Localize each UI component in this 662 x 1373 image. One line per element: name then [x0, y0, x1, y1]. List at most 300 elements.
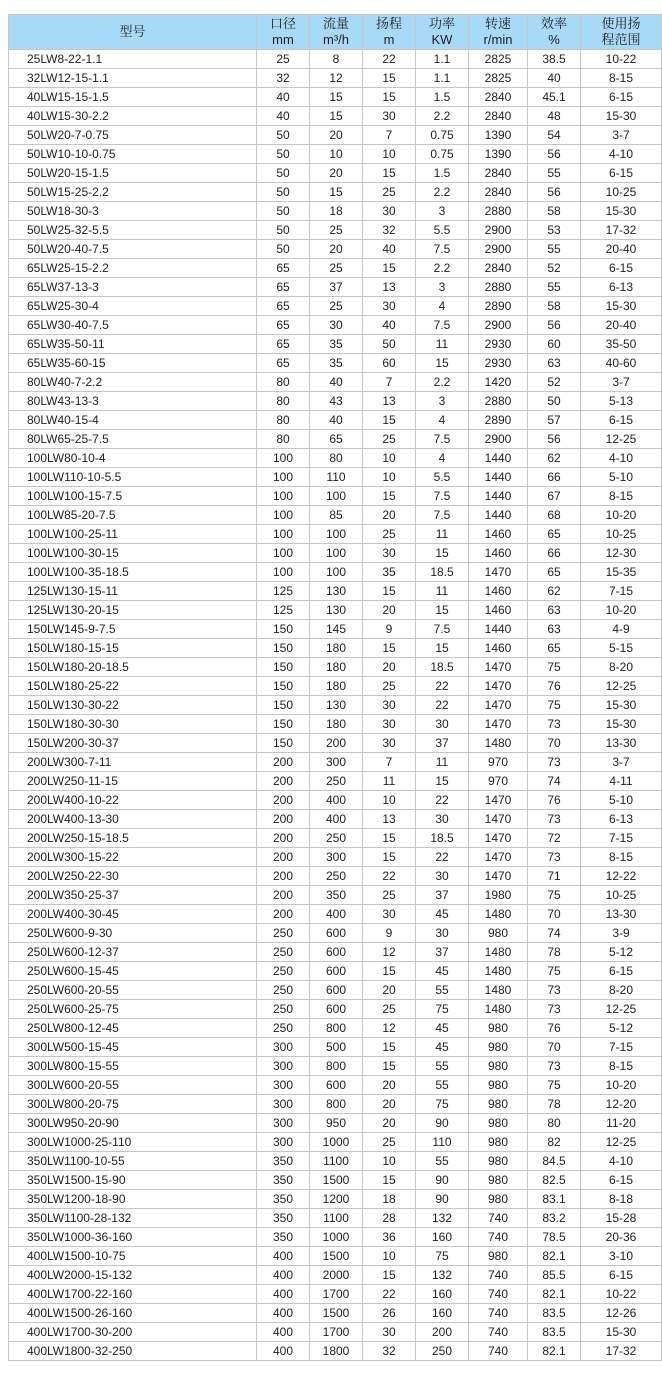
cell-head: 25: [363, 525, 416, 544]
cell-model: 125LW130-15-11: [9, 582, 257, 601]
cell-flow: 100: [310, 563, 363, 582]
table-row: [9, 905, 662, 924]
cell-range: 12-30: [581, 544, 662, 563]
cell-diameter: 125: [257, 601, 310, 620]
cell-flow: 1500: [310, 1171, 363, 1190]
cell-model: 150LW180-30-30: [9, 715, 257, 734]
cell-efficiency: 62: [528, 449, 581, 468]
cell-speed: 2900: [469, 316, 528, 335]
table-row: [9, 69, 662, 88]
cell-efficiency: 56: [528, 430, 581, 449]
cell-head: 40: [363, 240, 416, 259]
header-line: 口径: [269, 16, 296, 31]
cell-head: 11: [363, 772, 416, 791]
cell-head: 20: [363, 1076, 416, 1095]
cell-speed: 2840: [469, 88, 528, 107]
cell-efficiency: 78: [528, 943, 581, 962]
cell-power: 7.5: [416, 487, 469, 506]
cell-head: 10: [363, 468, 416, 487]
cell-power: 15: [416, 601, 469, 620]
cell-power: 2.2: [416, 107, 469, 126]
cell-model: 200LW300-7-11: [9, 753, 257, 772]
cell-efficiency: 58: [528, 297, 581, 316]
cell-speed: 2880: [469, 392, 528, 411]
cell-model: 50LW20-7-0.75: [9, 126, 257, 145]
table-row: [9, 297, 662, 316]
cell-range: 8-20: [581, 981, 662, 1000]
cell-model: 250LW600-15-45: [9, 962, 257, 981]
cell-head: 7: [363, 373, 416, 392]
cell-power: 15: [416, 639, 469, 658]
cell-range: 3-7: [581, 753, 662, 772]
table-row: [9, 50, 662, 69]
cell-speed: 980: [469, 1133, 528, 1152]
cell-efficiency: 76: [528, 1019, 581, 1038]
cell-efficiency: 75: [528, 696, 581, 715]
cell-power: 200: [416, 1323, 469, 1342]
table-row: [9, 411, 662, 430]
cell-power: 1.5: [416, 88, 469, 107]
cell-model: 350LW1000-36-160: [9, 1228, 257, 1247]
cell-power: 37: [416, 943, 469, 962]
cell-model: 400LW1700-30-200: [9, 1323, 257, 1342]
cell-efficiency: 80: [528, 1114, 581, 1133]
cell-range: 17-32: [581, 1342, 662, 1361]
table-row: [9, 316, 662, 335]
cell-range: 4-11: [581, 772, 662, 791]
cell-power: 4: [416, 411, 469, 430]
cell-head: 9: [363, 924, 416, 943]
col-header-head: [363, 15, 416, 50]
table-row: [9, 259, 662, 278]
cell-model: 200LW300-15-22: [9, 848, 257, 867]
cell-diameter: 65: [257, 278, 310, 297]
cell-diameter: 50: [257, 145, 310, 164]
cell-flow: 35: [310, 354, 363, 373]
cell-range: 13-30: [581, 734, 662, 753]
cell-power: 11: [416, 753, 469, 772]
cell-speed: 1470: [469, 829, 528, 848]
cell-diameter: 200: [257, 791, 310, 810]
cell-diameter: 300: [257, 1095, 310, 1114]
cell-range: 8-20: [581, 658, 662, 677]
cell-flow: 600: [310, 943, 363, 962]
cell-model: 50LW15-25-2.2: [9, 183, 257, 202]
cell-head: 15: [363, 1266, 416, 1285]
cell-model: 65LW25-30-4: [9, 297, 257, 316]
cell-power: 160: [416, 1228, 469, 1247]
cell-diameter: 65: [257, 316, 310, 335]
cell-speed: 980: [469, 1076, 528, 1095]
cell-efficiency: 56: [528, 183, 581, 202]
cell-head: 60: [363, 354, 416, 373]
cell-range: 8-15: [581, 69, 662, 88]
cell-model: 200LW400-13-30: [9, 810, 257, 829]
cell-efficiency: 84.5: [528, 1152, 581, 1171]
cell-model: 40LW15-15-1.5: [9, 88, 257, 107]
cell-flow: 130: [310, 582, 363, 601]
cell-diameter: 350: [257, 1152, 310, 1171]
cell-model: 150LW180-15-15: [9, 639, 257, 658]
cell-model: 125LW130-20-15: [9, 601, 257, 620]
cell-head: 20: [363, 981, 416, 1000]
cell-flow: 145: [310, 620, 363, 639]
cell-efficiency: 73: [528, 1057, 581, 1076]
cell-efficiency: 83.5: [528, 1323, 581, 1342]
cell-head: 10: [363, 1247, 416, 1266]
cell-range: 15-30: [581, 297, 662, 316]
table-row: [9, 734, 662, 753]
col-header-efficiency: [528, 15, 581, 50]
cell-efficiency: 70: [528, 1038, 581, 1057]
cell-diameter: 250: [257, 1000, 310, 1019]
cell-efficiency: 56: [528, 145, 581, 164]
header-line: 使用扬: [601, 16, 641, 31]
cell-power: 2.2: [416, 373, 469, 392]
cell-efficiency: 55: [528, 278, 581, 297]
cell-power: 132: [416, 1209, 469, 1228]
cell-power: 30: [416, 867, 469, 886]
cell-efficiency: 83.1: [528, 1190, 581, 1209]
cell-head: 18: [363, 1190, 416, 1209]
cell-range: 6-15: [581, 164, 662, 183]
cell-power: 37: [416, 734, 469, 753]
table-row: [9, 88, 662, 107]
cell-power: 22: [416, 791, 469, 810]
cell-flow: 1700: [310, 1285, 363, 1304]
cell-speed: 2930: [469, 354, 528, 373]
cell-diameter: 200: [257, 905, 310, 924]
cell-diameter: 50: [257, 126, 310, 145]
cell-range: 15-30: [581, 1323, 662, 1342]
cell-range: 10-20: [581, 601, 662, 620]
cell-flow: 1500: [310, 1304, 363, 1323]
table-row: [9, 487, 662, 506]
cell-flow: 800: [310, 1019, 363, 1038]
cell-model: 65LW35-50-11: [9, 335, 257, 354]
cell-flow: 1000: [310, 1228, 363, 1247]
cell-range: 8-18: [581, 1190, 662, 1209]
cell-efficiency: 73: [528, 981, 581, 1000]
cell-flow: 600: [310, 962, 363, 981]
table-body: [9, 50, 662, 1361]
header-line: 效率: [540, 16, 567, 31]
cell-power: 110: [416, 1133, 469, 1152]
table-row: [9, 164, 662, 183]
cell-range: 15-30: [581, 696, 662, 715]
cell-model: 350LW1500-15-90: [9, 1171, 257, 1190]
table-row: [9, 525, 662, 544]
cell-efficiency: 73: [528, 715, 581, 734]
cell-flow: 400: [310, 905, 363, 924]
cell-diameter: 100: [257, 506, 310, 525]
table-row: [9, 924, 662, 943]
table-row: [9, 1152, 662, 1171]
cell-speed: 980: [469, 1114, 528, 1133]
cell-flow: 600: [310, 1000, 363, 1019]
cell-speed: 1470: [469, 715, 528, 734]
cell-range: 6-15: [581, 1171, 662, 1190]
cell-power: 55: [416, 1057, 469, 1076]
cell-power: 90: [416, 1190, 469, 1209]
cell-power: 3: [416, 202, 469, 221]
cell-head: 9: [363, 620, 416, 639]
cell-head: 36: [363, 1228, 416, 1247]
cell-head: 25: [363, 1133, 416, 1152]
cell-speed: 2840: [469, 107, 528, 126]
cell-range: 8-15: [581, 848, 662, 867]
cell-model: 65LW25-15-2.2: [9, 259, 257, 278]
cell-flow: 1700: [310, 1323, 363, 1342]
cell-power: 22: [416, 848, 469, 867]
cell-range: 13-30: [581, 905, 662, 924]
cell-head: 20: [363, 1095, 416, 1114]
cell-speed: 980: [469, 1095, 528, 1114]
cell-efficiency: 40: [528, 69, 581, 88]
cell-model: 150LW130-30-22: [9, 696, 257, 715]
cell-range: 12-25: [581, 1000, 662, 1019]
cell-head: 32: [363, 221, 416, 240]
cell-model: 300LW800-20-75: [9, 1095, 257, 1114]
cell-flow: 250: [310, 867, 363, 886]
cell-head: 40: [363, 316, 416, 335]
cell-head: 15: [363, 1038, 416, 1057]
cell-range: 5-10: [581, 468, 662, 487]
cell-head: 15: [363, 259, 416, 278]
cell-head: 22: [363, 50, 416, 69]
cell-flow: 250: [310, 772, 363, 791]
cell-head: 10: [363, 791, 416, 810]
cell-efficiency: 63: [528, 620, 581, 639]
cell-model: 300LW800-15-55: [9, 1057, 257, 1076]
table-row: [9, 354, 662, 373]
cell-efficiency: 75: [528, 1076, 581, 1095]
cell-speed: 1480: [469, 905, 528, 924]
cell-diameter: 100: [257, 563, 310, 582]
cell-diameter: 50: [257, 221, 310, 240]
cell-model: 150LW200-30-37: [9, 734, 257, 753]
cell-range: 20-36: [581, 1228, 662, 1247]
cell-flow: 600: [310, 1076, 363, 1095]
header-line: mm: [272, 32, 294, 47]
cell-range: 3-9: [581, 924, 662, 943]
cell-head: 10: [363, 1152, 416, 1171]
cell-head: 15: [363, 487, 416, 506]
table-row: [9, 1000, 662, 1019]
table-row: [9, 563, 662, 582]
cell-speed: 1480: [469, 962, 528, 981]
table-row: [9, 1038, 662, 1057]
cell-efficiency: 82.1: [528, 1247, 581, 1266]
cell-speed: 1470: [469, 810, 528, 829]
cell-speed: 1420: [469, 373, 528, 392]
cell-efficiency: 78.5: [528, 1228, 581, 1247]
cell-speed: 1470: [469, 791, 528, 810]
cell-speed: 740: [469, 1285, 528, 1304]
header-line: m³/h: [323, 32, 349, 47]
cell-efficiency: 73: [528, 810, 581, 829]
cell-power: 7.5: [416, 620, 469, 639]
cell-head: 15: [363, 582, 416, 601]
cell-diameter: 200: [257, 810, 310, 829]
cell-efficiency: 53: [528, 221, 581, 240]
table-row: [9, 1095, 662, 1114]
cell-model: 50LW10-10-0.75: [9, 145, 257, 164]
cell-range: 11-20: [581, 1114, 662, 1133]
table-row: [9, 1114, 662, 1133]
cell-power: 45: [416, 1019, 469, 1038]
cell-power: 250: [416, 1342, 469, 1361]
cell-model: 400LW1800-32-250: [9, 1342, 257, 1361]
cell-range: 6-13: [581, 810, 662, 829]
cell-head: 12: [363, 943, 416, 962]
cell-power: 11: [416, 525, 469, 544]
cell-range: 15-28: [581, 1209, 662, 1228]
table-row: [9, 145, 662, 164]
cell-diameter: 80: [257, 392, 310, 411]
cell-flow: 180: [310, 677, 363, 696]
cell-model: 250LW600-9-30: [9, 924, 257, 943]
cell-power: 7.5: [416, 506, 469, 525]
cell-flow: 1100: [310, 1152, 363, 1171]
cell-diameter: 300: [257, 1038, 310, 1057]
cell-range: 6-13: [581, 278, 662, 297]
table-row: [9, 848, 662, 867]
cell-efficiency: 58: [528, 202, 581, 221]
cell-efficiency: 65: [528, 563, 581, 582]
cell-power: 90: [416, 1171, 469, 1190]
cell-efficiency: 67: [528, 487, 581, 506]
cell-diameter: 350: [257, 1171, 310, 1190]
cell-flow: 15: [310, 88, 363, 107]
cell-flow: 100: [310, 544, 363, 563]
table-row: [9, 715, 662, 734]
cell-head: 22: [363, 867, 416, 886]
cell-range: 12-25: [581, 677, 662, 696]
table-row: [9, 658, 662, 677]
cell-flow: 40: [310, 411, 363, 430]
cell-efficiency: 75: [528, 886, 581, 905]
cell-power: 18.5: [416, 563, 469, 582]
cell-flow: 43: [310, 392, 363, 411]
cell-efficiency: 70: [528, 905, 581, 924]
col-header-speed: [469, 15, 528, 50]
cell-efficiency: 54: [528, 126, 581, 145]
table-row: [9, 126, 662, 145]
cell-efficiency: 62: [528, 582, 581, 601]
cell-power: 160: [416, 1304, 469, 1323]
cell-head: 15: [363, 1171, 416, 1190]
cell-speed: 1460: [469, 544, 528, 563]
cell-efficiency: 76: [528, 677, 581, 696]
cell-speed: 1440: [469, 620, 528, 639]
table-row: [9, 544, 662, 563]
cell-efficiency: 78: [528, 1095, 581, 1114]
cell-efficiency: 57: [528, 411, 581, 430]
cell-diameter: 150: [257, 620, 310, 639]
cell-power: 5.5: [416, 221, 469, 240]
cell-model: 100LW100-15-7.5: [9, 487, 257, 506]
header-line: m: [383, 32, 395, 47]
cell-power: 30: [416, 810, 469, 829]
cell-power: 18.5: [416, 658, 469, 677]
cell-head: 30: [363, 107, 416, 126]
cell-diameter: 50: [257, 202, 310, 221]
cell-power: 1.5: [416, 164, 469, 183]
cell-range: 15-30: [581, 107, 662, 126]
cell-speed: 1440: [469, 506, 528, 525]
cell-flow: 250: [310, 829, 363, 848]
cell-diameter: 400: [257, 1285, 310, 1304]
cell-diameter: 350: [257, 1228, 310, 1247]
table-row: [9, 1019, 662, 1038]
cell-speed: 1390: [469, 126, 528, 145]
cell-head: 15: [363, 639, 416, 658]
cell-diameter: 100: [257, 544, 310, 563]
cell-model: 100LW100-35-18.5: [9, 563, 257, 582]
cell-diameter: 150: [257, 734, 310, 753]
cell-flow: 1500: [310, 1247, 363, 1266]
cell-efficiency: 83.5: [528, 1304, 581, 1323]
cell-model: 200LW250-22-30: [9, 867, 257, 886]
cell-speed: 1440: [469, 449, 528, 468]
cell-head: 15: [363, 164, 416, 183]
cell-range: 4-9: [581, 620, 662, 639]
cell-head: 30: [363, 715, 416, 734]
cell-model: 250LW600-12-37: [9, 943, 257, 962]
cell-head: 30: [363, 202, 416, 221]
cell-flow: 40: [310, 373, 363, 392]
cell-model: 80LW40-15-4: [9, 411, 257, 430]
cell-flow: 950: [310, 1114, 363, 1133]
cell-head: 25: [363, 886, 416, 905]
cell-range: 10-22: [581, 50, 662, 69]
cell-diameter: 300: [257, 1114, 310, 1133]
cell-model: 250LW800-12-45: [9, 1019, 257, 1038]
cell-model: 80LW40-7-2.2: [9, 373, 257, 392]
cell-speed: 980: [469, 924, 528, 943]
cell-speed: 1460: [469, 639, 528, 658]
cell-flow: 100: [310, 487, 363, 506]
cell-efficiency: 76: [528, 791, 581, 810]
cell-head: 20: [363, 601, 416, 620]
cell-speed: 2900: [469, 240, 528, 259]
cell-efficiency: 72: [528, 829, 581, 848]
cell-efficiency: 66: [528, 468, 581, 487]
table-row: [9, 829, 662, 848]
cell-head: 28: [363, 1209, 416, 1228]
cell-power: 11: [416, 335, 469, 354]
table-row: [9, 468, 662, 487]
cell-flow: 15: [310, 107, 363, 126]
cell-range: 10-25: [581, 525, 662, 544]
table-row: [9, 1190, 662, 1209]
cell-diameter: 250: [257, 981, 310, 1000]
cell-range: 6-15: [581, 1266, 662, 1285]
cell-head: 10: [363, 145, 416, 164]
cell-range: 15-30: [581, 202, 662, 221]
cell-power: 15: [416, 544, 469, 563]
cell-flow: 18: [310, 202, 363, 221]
cell-flow: 300: [310, 753, 363, 772]
cell-power: 22: [416, 696, 469, 715]
cell-range: 5-12: [581, 1019, 662, 1038]
cell-diameter: 65: [257, 259, 310, 278]
cell-flow: 130: [310, 696, 363, 715]
cell-efficiency: 70: [528, 734, 581, 753]
cell-speed: 980: [469, 1038, 528, 1057]
cell-diameter: 400: [257, 1342, 310, 1361]
